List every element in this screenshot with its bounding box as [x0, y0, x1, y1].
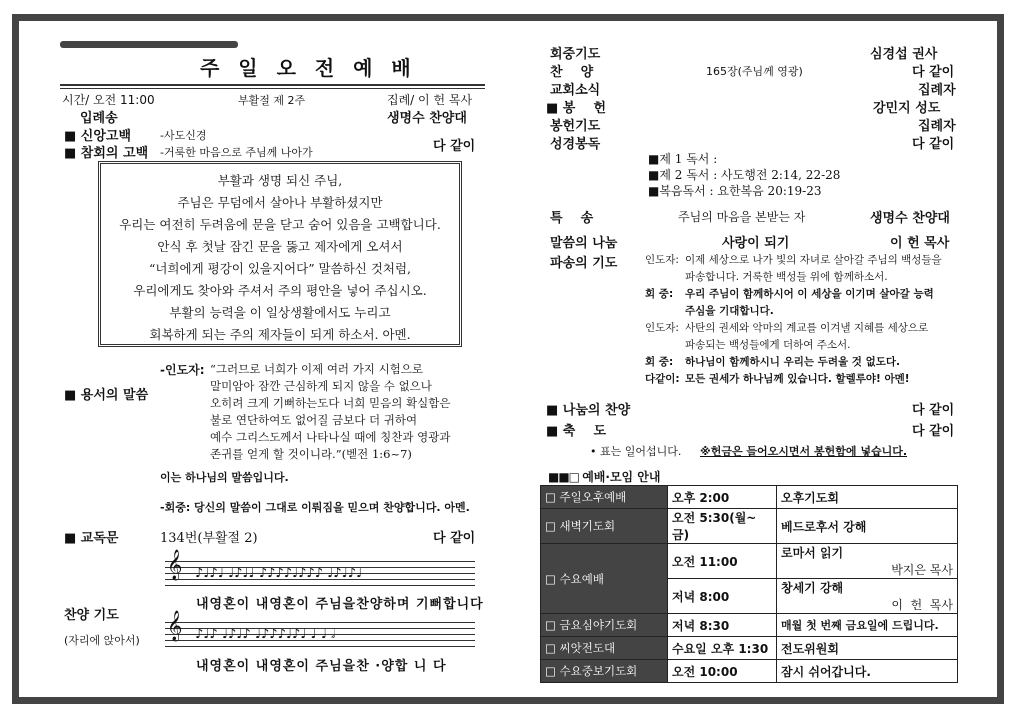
special-song-title: 주님의 마음을 본받는 자 — [678, 210, 806, 224]
row-bullet-icon: □ — [545, 664, 560, 678]
sending-line: 파송되는 백성들에게 더하여 주소서. — [685, 339, 851, 351]
row-bullet-icon: □ — [545, 571, 560, 586]
confession-box — [98, 161, 462, 347]
sending-prayer-label: 파송의 기도 — [550, 256, 618, 271]
row-bullet-icon: □ — [545, 641, 560, 655]
decor-bar — [60, 41, 238, 48]
offering-leader: 강민지 성도 — [873, 101, 941, 116]
responsive-reading-label: ■ 교독문 — [64, 531, 119, 546]
treble-clef-icon: 𝄞 — [167, 550, 183, 580]
schedule-bullet-icon: ■■□ — [548, 470, 583, 484]
sending-line: 인도자: 이제 세상으로 나가 빛의 자녀로 살아갈 주님의 백성들을 — [645, 254, 942, 266]
announcements-leader: 집례자 — [918, 83, 956, 98]
table-row: □ 금요심야기도회 저녁 8:30 매월 첫 번째 금요일에 드립니다. — [541, 614, 958, 637]
sharing-song-label: ■ 나눔의 찬양 — [546, 403, 631, 418]
page-title: 주 일 오 전 예 배 — [200, 56, 417, 80]
congregational-prayer-label: 회중기도 — [550, 47, 601, 62]
row-bullet-icon: □ — [545, 618, 560, 632]
responsive-reading-value: 134번(부활절 2) — [160, 531, 258, 546]
offering-prayer-leader: 집례자 — [918, 119, 956, 134]
announcements-label: 교회소식 — [550, 83, 601, 98]
lyrics-line-1: 내영혼이 내영혼이 주님을찬양하며 기뻐합니다 — [196, 597, 484, 612]
confession-line: 우리는 여전히 두려움에 문을 닫고 숨어 있음을 고백합니다. — [119, 217, 441, 232]
service-time: 시간/ 오전 11:00 — [62, 93, 155, 107]
creed-label: ■ 신앙고백 — [64, 129, 132, 144]
sending-line: 주심을 기대합니다. — [685, 305, 774, 317]
table-row: □ 수요예배 오전 11:00 로마서 읽기 박지은 목사 — [541, 544, 958, 579]
sending-line: 다같이: 모든 권세가 하나님께 있습니다. 할렐루야! 아멘! — [645, 373, 910, 385]
title-underline — [60, 84, 485, 89]
hymn-label: 찬 양 — [550, 65, 594, 80]
absolution-line: 예수 그리스도께서 나타나실 때에 칭찬과 영광과 — [210, 430, 451, 444]
entrance-hymn-leader: 생명수 찬양대 — [387, 111, 467, 126]
confession-leader: 다 같이 — [433, 139, 476, 154]
treble-clef-icon: 𝄞 — [167, 611, 183, 641]
confession-label: ■ 참회의 고백 — [64, 146, 149, 161]
music-notes: ♪♩♪ ♩♪♩♪ ♩♪♪♪♩♪♩ ♩ ♩ 𝅗𝅥 — [195, 627, 336, 642]
absolution-leader-tag: -인도자: — [160, 363, 205, 377]
special-song-leader: 생명수 찬양대 — [870, 211, 950, 226]
absolution-line: 불로 연단하여도 없어질 금보다 더 귀하여 — [210, 413, 418, 427]
confession-line: 회복하게 되는 주의 제자들이 되게 하소서. 아멘. — [149, 327, 411, 342]
table-row: □ 주일오후예배 오후 2:00 오후기도회 — [541, 486, 958, 509]
footnote-offering: ※헌금은 들어오시면서 봉헌함에 넣습니다. — [700, 445, 908, 458]
hymn-number: 165장(주님께 영광) — [706, 65, 803, 78]
benediction-leader: 다 같이 — [912, 424, 955, 439]
sermon-label: 말씀의 나눔 — [550, 236, 618, 251]
absolution-line: 존귀를 얻게 할 것이니라.”(벧전 1:6~7) — [210, 447, 412, 461]
congregational-prayer-leader: 심경섭 권사 — [870, 47, 938, 62]
entrance-hymn-label: 입례송 — [80, 111, 118, 126]
scripture-reading-label: 성경봉독 — [550, 137, 601, 152]
responsive-reading-leader: 다 같이 — [433, 531, 476, 546]
absolution-line: 오히려 크게 기뻐하는도다 너희 믿음의 확실함은 — [210, 396, 451, 410]
sending-line: 인도자: 사탄의 권세와 악마의 계교를 이겨낼 지혜를 세상으로 — [645, 322, 929, 334]
music-notes: ♪♩♪♩ ♩♪♩♩ ♪♪♪♪♩♪♪♪ ♩♪♩♪♩ — [195, 566, 363, 581]
confession-line: 우리에게도 찾아와 주셔서 주의 평안을 넣어 주십시오. — [133, 283, 427, 298]
row-bullet-icon: □ — [545, 490, 560, 504]
confession-line: 주님은 무덤에서 살아나 부활하셨지만 — [177, 195, 383, 210]
sending-line: 회 중: 우리 주님이 함께하시어 이 세상을 이기며 살아갈 능력 — [645, 288, 934, 300]
sermon-title: 사랑이 되기 — [722, 236, 790, 251]
table-row: □ 씨앗전도대 수요일 오후 1:30 전도위원회 — [541, 637, 958, 660]
confession-line: 부활의 능력을 이 일상생활에서도 누리고 — [169, 305, 391, 320]
readings-list — [648, 151, 840, 199]
absolution-label: ■ 용서의 말씀 — [64, 388, 149, 403]
lyrics-line-2: 내영혼이 내영혼이 주님을찬 ·양합 니 다 — [196, 659, 447, 674]
schedule-table — [540, 485, 958, 683]
church-season: 부활절 제 2주 — [238, 94, 306, 107]
prayer-song-sub: (자리에 앉아서) — [64, 634, 140, 647]
congregation-response: -회중: 당신의 말씀이 그대로 이뤄짐을 믿으며 찬양합니다. 아멘. — [160, 501, 470, 514]
offering-label: ■ 봉 헌 — [546, 101, 607, 116]
sermon-preacher: 이 헌 목사 — [890, 236, 950, 251]
confession-line: 부활과 생명 되신 주님, — [217, 173, 343, 188]
music-staff-1 — [165, 550, 475, 589]
confession-note: -거룩한 마음으로 주님께 나아가 — [160, 146, 313, 159]
benediction-label: ■ 축 도 — [546, 424, 607, 439]
hymn-leader: 다 같이 — [912, 65, 955, 80]
table-row: □ 수요중보기도회 오전 10:00 잠시 쉬어갑니다. — [541, 660, 958, 683]
absolution-line: 말미암아 잠깐 근심하게 되지 않을 수 없으나 — [210, 379, 432, 393]
schedule-heading: ■■□ 예배·모임 안내 — [548, 470, 661, 484]
absolution-text — [210, 361, 450, 463]
footnote-stand: • 표는 일어섭니다. — [590, 445, 682, 458]
absolution-line: “그러므로 너희가 이제 여러 가지 시험으로 — [210, 362, 424, 376]
reading-3: ■복음독서 : 요한복음 20:19-23 — [648, 184, 822, 198]
sending-prayer-text — [645, 252, 942, 388]
confession-line: 안식 후 첫날 잠긴 문을 뚫고 제자에게 오셔서 — [157, 239, 403, 254]
sending-line: 회 중: 하나님이 함께하시니 우리는 두려울 것 없도다. — [645, 356, 900, 368]
special-song-label: 특 송 — [550, 211, 594, 226]
creed-note: -사도신경 — [160, 129, 207, 142]
table-row: 저녁 8:00 창세기 강해 이 헌 목사 — [541, 579, 958, 614]
reading-2: ■제 2 독서 : 사도행전 2:14, 22-28 — [648, 168, 841, 182]
sharing-song-leader: 다 같이 — [912, 403, 955, 418]
sending-line: 파송합니다. 거룩한 백성들 위에 함께하소서. — [685, 271, 888, 283]
row-bullet-icon: □ — [545, 519, 560, 533]
absolution-after: 이는 하나님의 말씀입니다. — [160, 471, 289, 484]
scripture-reading-leader: 다 같이 — [912, 137, 955, 152]
offering-prayer-label: 봉헌기도 — [550, 119, 601, 134]
reading-1: ■제 1 독서 : — [648, 152, 718, 166]
table-row: □ 새벽기도회 오전 5:30(월~금) 베드로후서 강해 — [541, 509, 958, 544]
prayer-song-label: 찬양 기도 — [64, 608, 119, 623]
officiant: 집례/ 이 헌 목사 — [387, 93, 473, 107]
confession-line: “너희에게 평강이 있을지어다” 말씀하신 것처럼, — [148, 261, 412, 276]
music-staff-2 — [165, 611, 475, 650]
